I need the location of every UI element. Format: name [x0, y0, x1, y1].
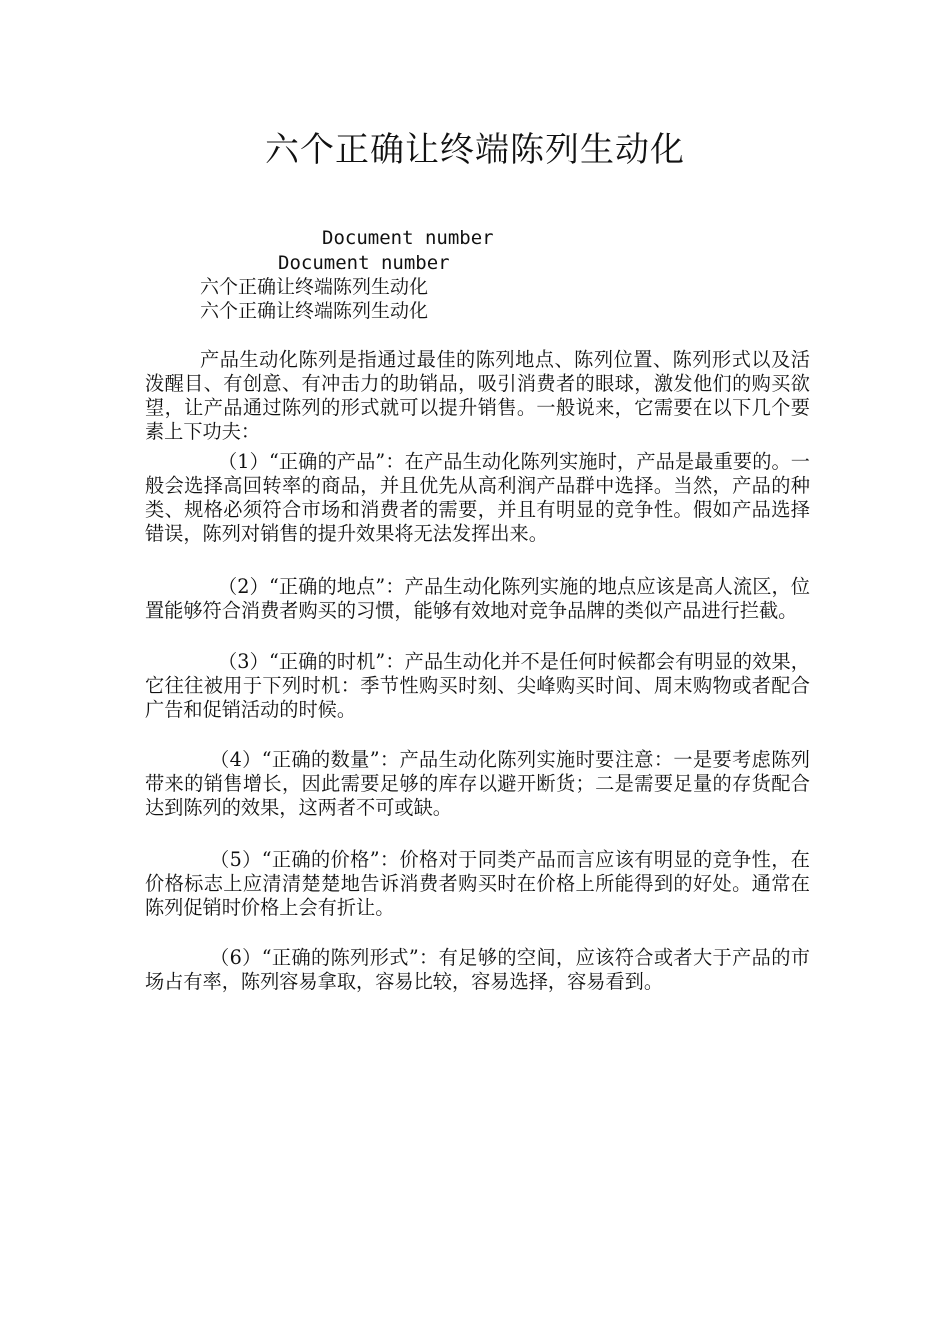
- document-number-line-2: Document number: [278, 252, 450, 274]
- paragraph-correct-timing: （3）“正确的时机”：产品生动化并不是任何时候都会有明显的效果，它往往被用于下列时机：季节性购买时刻、尖峰购买时间、周末购物或者配合广告和促销活动的时候。: [145, 650, 810, 721]
- paragraph-correct-quantity: （4）“正确的数量”：产品生动化陈列实施时要注意：一是要考虑陈列带来的销售增长，因此需要足够的库存以避开断货；二是需要足量的存货配合达到陈列的效果，这两者不可或缺。: [145, 748, 810, 819]
- paragraph-correct-location: （2）“正确的地点”：产品生动化陈列实施的地点应该是高人流区，位置能够符合消费者购买的习惯，能够有效地对竞争品牌的类似产品进行拦截。: [145, 575, 810, 622]
- subtitle-line-1: 六个正确让终端陈列生动化: [200, 276, 429, 298]
- paragraph-correct-display-form: （6）“正确的陈列形式”：有足够的空间，应该符合或者大于产品的市场占有率，陈列容易拿取，容易比较，容易选择，容易看到。: [145, 946, 810, 993]
- paragraph-correct-product: （1）“正确的产品”：在产品生动化陈列实施时，产品是最重要的。一般会选择高回转率的商品，并且优先从高利润产品群中选择。当然，产品的种类、规格必须符合市场和消费者的需要，并且有明显的竞争性。假如产品选择错误，陈列对销售的提升效果将无法发挥出来。: [145, 450, 810, 545]
- intro-paragraph: 产品生动化陈列是指通过最佳的陈列地点、陈列位置、陈列形式以及活泼醒目、有创意、有冲击力的助销品，吸引消费者的眼球，激发他们的购买欲望，让产品通过陈列的形式就可以提升销售。一般说来，它需要在以下几个要素上下功夫：: [145, 348, 810, 443]
- document-title: 六个正确让终端陈列生动化: [265, 130, 685, 170]
- paragraph-correct-price: （5）“正确的价格”：价格对于同类产品而言应该有明显的竞争性，在价格标志上应清清楚楚地告诉消费者购买时在价格上所能得到的好处。通常在陈列促销时价格上会有折让。: [145, 848, 810, 919]
- document-number-line-1: Document number: [322, 227, 494, 249]
- subtitle-line-2: 六个正确让终端陈列生动化: [200, 300, 429, 322]
